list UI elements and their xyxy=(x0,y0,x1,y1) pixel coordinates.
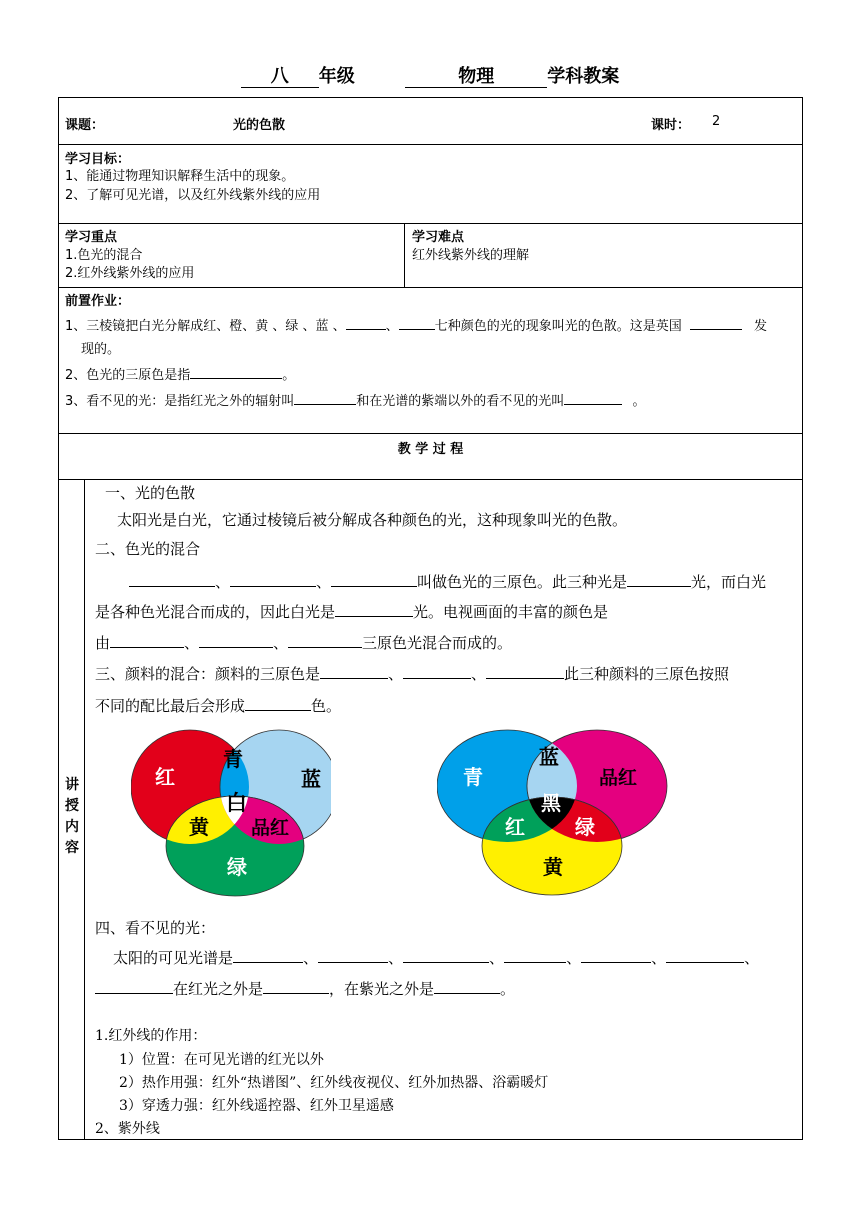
topic-row xyxy=(59,98,802,145)
infrared-item: 2）热作用强：红外“热谱图”、红外线夜视仪、红外加热器、浴霸暖灯 xyxy=(119,1075,549,1091)
pigment-mixing-venn xyxy=(437,728,669,898)
content-row xyxy=(59,480,802,1139)
page-title xyxy=(0,62,860,88)
subject-suffix: 学科教案 xyxy=(547,66,620,87)
preview-q2: 2、色光的三原色是指 。 xyxy=(65,364,295,383)
section-3-line-1: 三、颜料的混合：颜料的三原色是 、 、 此三种颜料的三原色按照 xyxy=(95,665,730,683)
side-label: 讲 授 内 容 xyxy=(65,777,79,856)
light-label-white: 白 xyxy=(226,791,247,815)
section-3-line-2: 不同的配比最后会形成 色。 xyxy=(95,697,342,715)
pigment-label-black: 黑 xyxy=(541,791,561,815)
lesson-plan-table xyxy=(58,97,803,1140)
section-2-line-1: 、 、 叫做色光的三原色。此三种光是 光，而白光 xyxy=(129,571,766,592)
goals-label: 学习目标： xyxy=(65,152,131,167)
focus-item: 1.色光的混合 xyxy=(65,248,143,263)
preview-q1: 1、三棱镜把白光分解成红、橙、黄 、绿 、蓝 、 、 七种颜色的光的现象叫光的色散。这是英国 发 xyxy=(65,315,767,334)
infrared-item: 1）位置：在可见光谱的红光以外 xyxy=(119,1052,324,1068)
focus-row xyxy=(59,224,802,288)
difficulty-label: 学习难点 xyxy=(412,230,465,245)
goals-row xyxy=(59,145,802,224)
preview-q3: 3、看不见的光：是指红光之外的辐射叫 和在光谱的紫端以外的看不见的光叫 。 xyxy=(65,390,645,409)
preview-q1-cont: 现的。 xyxy=(81,342,121,357)
section-1-title: 一、光的色散 xyxy=(105,484,196,502)
process-title: 教 学 过 程 xyxy=(397,442,464,457)
section-2-line-3: 由 、 、 三原色光混合而成的。 xyxy=(95,634,513,652)
side-label-column xyxy=(59,480,85,1139)
infrared-title: 1.红外线的作用： xyxy=(95,1028,207,1044)
period-value: 2 xyxy=(712,114,721,129)
goal-item: 1、能通过物理知识解释生活中的现象。 xyxy=(65,169,295,184)
light-label-cyan: 青 xyxy=(223,747,243,771)
preview-row xyxy=(59,288,802,434)
light-label-magenta: 品红 xyxy=(251,817,290,839)
light-label-green: 绿 xyxy=(227,855,247,879)
section-1-text: 太阳光是白光，它通过棱镜后被分解成各种颜色的光，这种现象叫光的色散。 xyxy=(117,511,628,529)
subject-value: 物理 xyxy=(405,67,547,88)
topic-value: 光的色散 xyxy=(233,118,286,133)
pigment-label-red: 红 xyxy=(505,815,525,839)
pigment-label-yellow: 黄 xyxy=(543,855,563,879)
grade-suffix: 年级 xyxy=(318,66,355,87)
preview-label: 前置作业： xyxy=(65,294,131,309)
ultraviolet-title: 2、紫外线 xyxy=(95,1121,160,1137)
pigment-label-magenta: 品红 xyxy=(599,767,638,789)
difficulty-text: 红外线紫外线的理解 xyxy=(412,248,530,263)
focus-label: 学习重点 xyxy=(65,230,118,245)
pigment-label-blue: 蓝 xyxy=(539,745,559,769)
light-mixing-venn xyxy=(131,728,331,898)
light-label-red: 红 xyxy=(155,765,175,789)
period-label: 课时： xyxy=(651,118,691,133)
pigment-label-cyan: 青 xyxy=(463,765,483,789)
topic-label: 课题： xyxy=(65,118,105,133)
process-header-row xyxy=(59,434,802,480)
focus-cell xyxy=(59,224,405,287)
section-2-line-2: 是各种色光混合而成的，因此白光是 光。电视画面的丰富的颜色是 xyxy=(95,603,609,621)
infrared-item: 3）穿透力强：红外线遥控器、红外卫星遥感 xyxy=(119,1098,394,1114)
pigment-label-green: 绿 xyxy=(575,815,595,839)
section-4-line-1: 太阳的可见光谱是 、 、 、 、 、 、 xyxy=(113,949,760,967)
section-4-line-2: 在红光之外是 ，在紫光之外是 。 xyxy=(95,978,515,999)
light-label-yellow: 黄 xyxy=(189,815,209,839)
light-label-blue: 蓝 xyxy=(301,767,321,791)
section-2-title: 二、色光的混合 xyxy=(95,540,201,558)
goal-item: 2、了解可见光谱，以及红外线紫外线的应用 xyxy=(65,188,321,203)
section-4-title: 四、看不见的光： xyxy=(95,919,216,937)
focus-item: 2.红外线紫外线的应用 xyxy=(65,266,195,281)
grade-value: 八 xyxy=(241,67,319,88)
